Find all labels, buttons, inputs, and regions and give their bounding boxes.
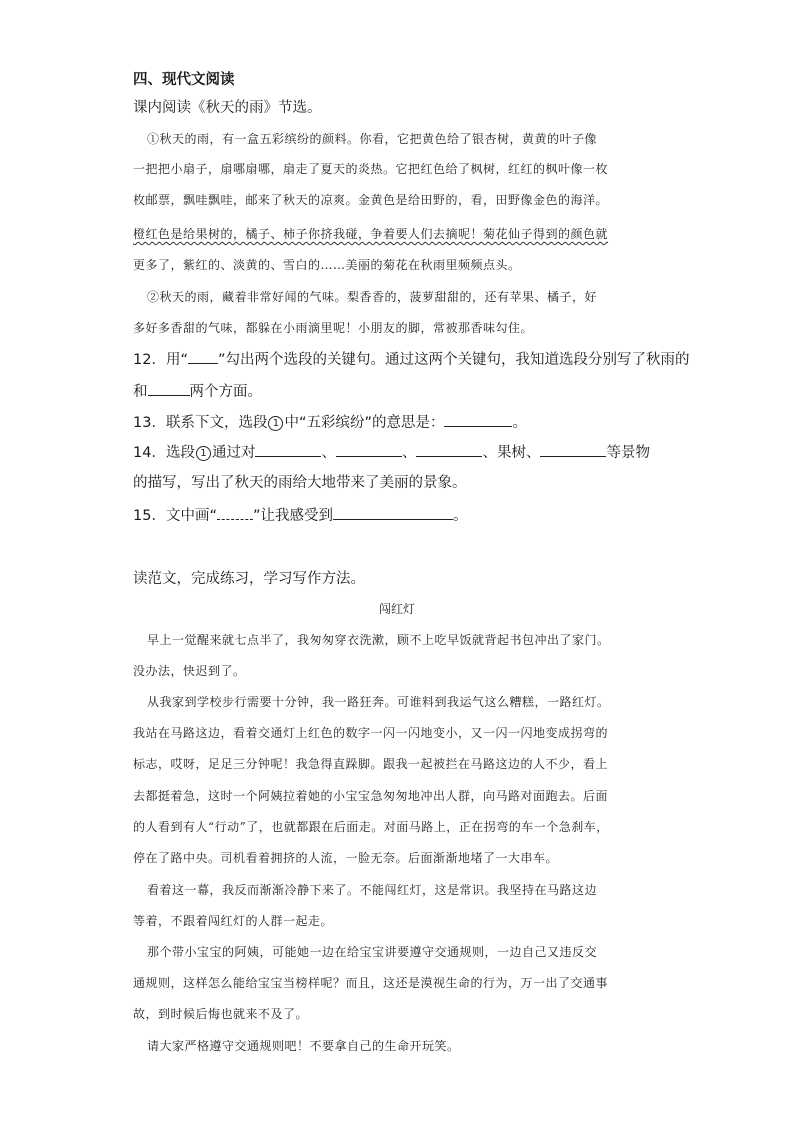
para1-line-5: 更多了，紫红的、淡黄的、雪白的……美丽的菊花在秋雨里频频点头。: [133, 258, 521, 272]
question-15: [133, 505, 467, 526]
section-heading: 四、现代文阅读: [133, 72, 235, 88]
question-12-line-2: [133, 381, 262, 402]
question-14-line-2: 的描写，写出了秋天的雨给大地带来了美丽的景象。: [133, 475, 467, 491]
question-12-line-1: [133, 349, 689, 370]
para1-line-4: 橙红色是给果树的，橘子、柿子你挤我碰，争着要人们去摘呢！菊花仙子得到的颜色就: [133, 227, 609, 241]
essay-p2-line-3: 标志，哎呀，足足三分钟呢！我急得直跺脚。跟我一起被拦在马路这边的人不少，看上: [133, 757, 609, 771]
para2-line-1: ②秋天的雨，藏着非常好闻的气味。梨香香的，菠萝甜甜的，还有苹果、橘子，好: [147, 290, 598, 304]
essay-p5-line-1: 请大家严格遵守交通规则吧！不要拿自己的生命开玩笑。: [147, 1039, 460, 1053]
q15-text-c: 。: [452, 508, 468, 524]
q15-marked-sample: [217, 505, 253, 520]
q12-text-b: ”勾出两个选段的关键句。通过这两个关键句，我知道选段分别写了秋雨的: [217, 352, 690, 368]
essay-p4-line-3: 故，到时候后悔也就来不及了。: [133, 1007, 309, 1021]
q15-text-a: 15．文中画“: [133, 508, 217, 524]
para1-line-3: 枚邮票，飘哇飘哇，邮来了秋天的凉爽。金黄色是给田野的，看，田野像金色的海洋。: [133, 193, 609, 207]
q13-paragraph-marker: 1: [268, 416, 283, 431]
question-13: [133, 412, 527, 433]
essay-p4-line-1: 那个带小宝宝的阿姨，可能她一边在给宝宝讲要遵守交通规则，一边自己又违反交: [147, 945, 598, 959]
q12-text-c: 和: [133, 384, 148, 400]
q13-text-c: 。: [512, 415, 527, 431]
q12-text-d: 两个方面。: [189, 384, 262, 400]
q12-text-a: 12．用“: [133, 352, 188, 368]
essay-p2-line-4: 去都挺着急，这时一个阿姨拉着她的小宝宝急匆匆地冲出人群，向马路对面跑去。后面: [133, 789, 609, 803]
essay-p3-line-2: 等着，不跟着闯红灯的人群一起走。: [133, 914, 334, 928]
essay-p2-line-6: 停在了路中央。司机看着拥挤的人流，一脸无奈。后面渐渐地堵了一大串车。: [133, 851, 559, 865]
q14-sep-1: 、: [321, 445, 336, 461]
q14-text-d: 等景物: [606, 445, 650, 461]
para1-line-1: ①秋天的雨，有一盒五彩缤纷的颜料。你看，它把黄色给了银杏树，黄黄的叶子像: [147, 132, 598, 146]
essay-p1-line-1: 早上一觉醒来就七点半了，我匆匆穿衣洗漱，顾不上吃早饭就背起书包冲出了家门。: [147, 633, 610, 647]
q12-underline-blank[interactable]: [188, 349, 218, 364]
para2-line-2: 多好多香甜的气味，都躲在小雨滴里呢！小朋友的脚，常被那香味勾住。: [133, 321, 534, 335]
para1-line-2: 一把把小扇子，扇哪扇哪，扇走了夏天的炎热。它把红色给了枫树，红红的枫叶像一枚: [133, 162, 609, 176]
q14-text-b: 通过对: [211, 445, 256, 461]
essay-title: 闯红灯: [378, 602, 415, 616]
essay-p3-line-1: 看着这一幕，我反而渐渐冷静下来了。不能闯红灯，这是常识。我坚持在马路这边: [147, 883, 598, 897]
q14-blank-1[interactable]: [255, 442, 321, 457]
q14-blank-3[interactable]: [416, 442, 482, 457]
q14-blank-4[interactable]: [540, 442, 606, 457]
q14-text-a: 14．选段: [133, 445, 195, 461]
q13-text-a: 13．联系下文，选段: [133, 415, 268, 431]
q14-blank-2[interactable]: [336, 442, 402, 457]
q14-paragraph-marker: 1: [196, 446, 211, 461]
section-intro: 课内阅读《秋天的雨》节选。: [133, 100, 322, 116]
q13-text-b: 中“五彩缤纷”的意思是：: [284, 415, 445, 431]
essay-p1-line-2: 没办法，快迟到了。: [133, 664, 246, 678]
essay-p2-line-5: 的人看到有人“行动”了，也就都跟在后面走。对面马路上，正在拐弯的车一个急刹车，: [133, 820, 609, 834]
question-14-line-1: [133, 442, 650, 463]
q13-answer-blank[interactable]: [444, 412, 512, 427]
q14-text-c: 、果树、: [482, 445, 541, 461]
essay-p2-line-2: 我站在马路这边，看着交通灯上红色的数字一闪一闪地变小，又一闪一闪地变成拐弯的: [133, 726, 609, 740]
essay-p2-line-1: 从我家到学校步行需要十分钟，我一路狂奔。可谁料到我运气这么糟糕，一路红灯。: [147, 695, 610, 709]
q15-text-b: ”让我感受到: [252, 508, 333, 524]
q15-answer-blank[interactable]: [333, 505, 453, 520]
q12-answer-blank[interactable]: [148, 381, 190, 396]
reading-instruction: 读范文，完成练习，学习写作方法。: [133, 571, 365, 587]
essay-p4-line-2: 通规则，这样怎么能给宝宝当榜样呢？而且，这还是漠视生命的行为，万一出了交通事: [133, 976, 609, 990]
q14-sep-2: 、: [401, 445, 417, 461]
